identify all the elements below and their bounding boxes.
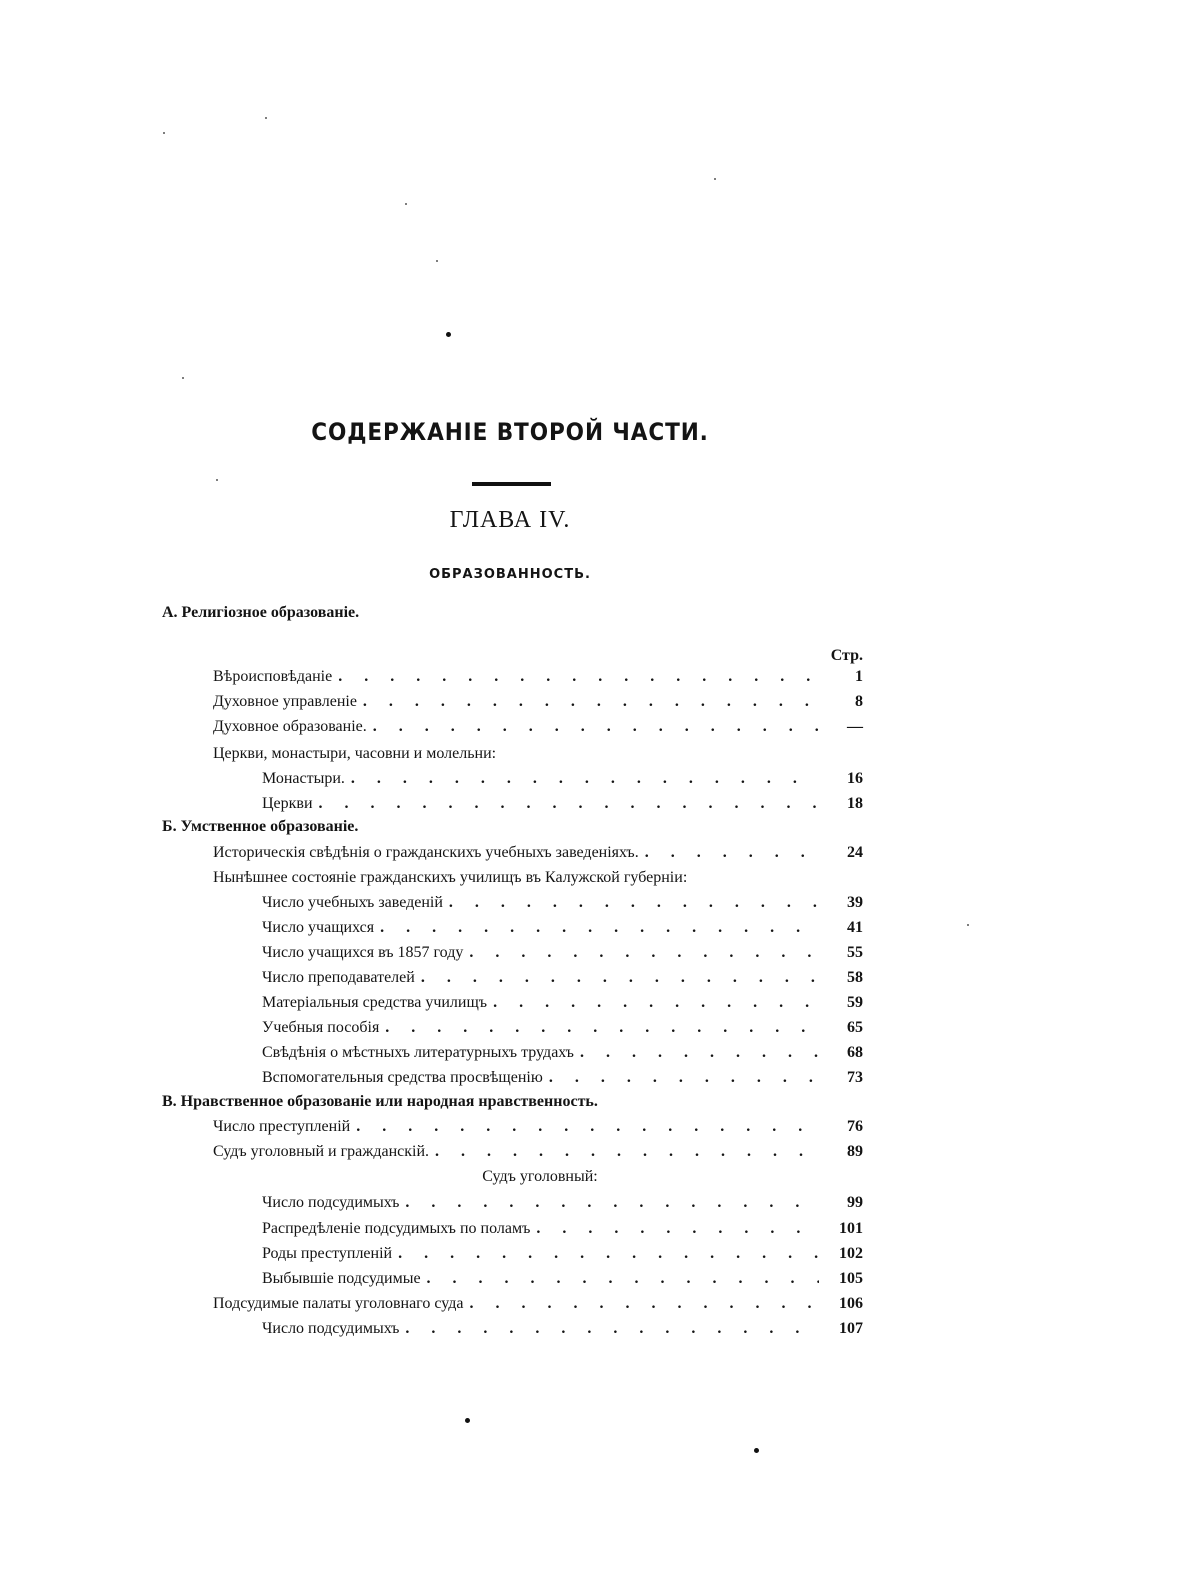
scan-speck bbox=[265, 117, 267, 119]
scan-speck bbox=[754, 1448, 759, 1453]
toc-entry-page: 101 bbox=[839, 1220, 863, 1237]
scan-speck bbox=[163, 132, 165, 134]
toc-entry bbox=[262, 1068, 863, 1088]
toc-entry-text: Число подсудимыхъ bbox=[262, 1320, 400, 1337]
dot-leader bbox=[493, 993, 819, 1013]
dot-leader bbox=[427, 1269, 819, 1289]
toc-entry bbox=[262, 943, 863, 963]
toc-entry-page: 8 bbox=[855, 693, 863, 710]
scan-speck bbox=[446, 332, 451, 337]
toc-entry-page: 18 bbox=[847, 795, 863, 812]
chapter-title: ГЛАВА IV. bbox=[449, 507, 571, 533]
dot-leader bbox=[405, 1193, 819, 1213]
toc-entry bbox=[262, 893, 863, 913]
section-heading-v: В. Нравственное образованіе или народная нравственность. bbox=[162, 1093, 598, 1110]
toc-entry-text: Число преподавателей bbox=[262, 969, 415, 986]
toc-entry-page: 89 bbox=[847, 1143, 863, 1160]
toc-entry bbox=[213, 1117, 863, 1137]
toc-entry bbox=[213, 717, 863, 737]
toc-entry bbox=[262, 968, 863, 988]
dot-leader bbox=[549, 1068, 819, 1088]
scan-speck bbox=[405, 203, 407, 205]
dot-leader bbox=[319, 794, 819, 814]
toc-entry-text: Свѣдѣнія о мѣстныхъ литературныхъ трудахъ bbox=[262, 1044, 574, 1061]
toc-entry-text: Церкви bbox=[262, 795, 313, 812]
dot-leader bbox=[536, 1219, 819, 1239]
toc-entry-text: Монастыри. bbox=[262, 770, 345, 787]
toc-entry bbox=[262, 1269, 863, 1289]
toc-entry bbox=[262, 1244, 863, 1264]
toc-entry bbox=[213, 843, 863, 863]
toc-entry bbox=[262, 1193, 863, 1213]
title-rule bbox=[472, 482, 551, 486]
dot-leader bbox=[356, 1117, 819, 1137]
toc-entry-page: 58 bbox=[847, 969, 863, 986]
toc-entry-text: Число учебныхъ заведеній bbox=[262, 894, 443, 911]
page-column-header: Стр. bbox=[830, 647, 863, 664]
dot-leader bbox=[421, 968, 819, 988]
toc-entry-text: Подсудимые палаты уголовнаго суда bbox=[213, 1295, 464, 1312]
toc-entry-text: Вѣроисповѣданіе bbox=[213, 668, 333, 685]
toc-entry-text: Выбывшіе подсудимые bbox=[262, 1270, 421, 1287]
scan-speck bbox=[216, 479, 218, 481]
toc-entry-page: 106 bbox=[839, 1295, 863, 1312]
toc-entry-text: Число учащихся въ 1857 году bbox=[262, 944, 464, 961]
toc-entry bbox=[213, 1142, 863, 1162]
toc-entry-text: Число учащихся bbox=[262, 919, 375, 936]
scan-speck bbox=[182, 377, 184, 379]
dot-leader bbox=[351, 769, 819, 789]
toc-entry-text: Учебныя пособія bbox=[262, 1019, 380, 1036]
toc-entry bbox=[262, 769, 863, 789]
toc-entry bbox=[262, 993, 863, 1013]
toc-entry-page: 105 bbox=[839, 1270, 863, 1287]
dot-leader bbox=[373, 717, 819, 737]
subsection-court-criminal: Судъ уголовный: bbox=[482, 1168, 598, 1185]
scan-speck bbox=[714, 178, 716, 180]
toc-entry-text: Роды преступленій bbox=[262, 1245, 393, 1262]
scan-speck bbox=[967, 924, 969, 926]
dot-leader bbox=[385, 1018, 819, 1038]
toc-entry-page: 99 bbox=[847, 1194, 863, 1211]
dot-leader bbox=[469, 943, 819, 963]
toc-entry bbox=[262, 918, 863, 938]
toc-entry-text: Распредѣленіе подсудимыхъ по поламъ bbox=[262, 1220, 531, 1237]
toc-entry-page: 73 bbox=[847, 1069, 863, 1086]
toc-entry-page: 39 bbox=[847, 894, 863, 911]
toc-entry bbox=[213, 1294, 863, 1314]
toc-entry-page: 68 bbox=[847, 1044, 863, 1061]
dot-leader bbox=[449, 893, 819, 913]
dot-leader bbox=[435, 1142, 819, 1162]
toc-entry-text: Матеріальныя средства училищъ bbox=[262, 994, 488, 1011]
toc-entry-text: Духовное управленіе bbox=[213, 693, 357, 710]
toc-entry-page: 76 bbox=[847, 1118, 863, 1135]
dot-leader bbox=[580, 1043, 819, 1063]
dot-leader bbox=[398, 1244, 819, 1264]
toc-entry bbox=[262, 1219, 863, 1239]
toc-entry bbox=[262, 794, 863, 814]
dot-leader bbox=[338, 667, 819, 687]
toc-entry bbox=[262, 1319, 863, 1339]
chapter-subtitle: ОБРАЗОВАННОСТЬ. bbox=[429, 567, 591, 582]
toc-entry-page: 102 bbox=[839, 1245, 863, 1262]
dot-leader bbox=[645, 843, 819, 863]
toc-entry-page: 41 bbox=[847, 919, 863, 936]
toc-entry-text: Духовное образованіе. bbox=[213, 718, 367, 735]
toc-entry-text: Церкви, монастыри, часовни и молельни: bbox=[213, 745, 497, 762]
scan-speck bbox=[465, 1418, 470, 1423]
toc-entry-page: 59 bbox=[847, 994, 863, 1011]
toc-entry-page: 24 bbox=[847, 844, 863, 861]
toc-entry-text: Историческія свѣдѣнія о гражданскихъ учебныхъ заведеніяхъ. bbox=[213, 844, 639, 861]
section-heading-b: Б. Умственное образованіе. bbox=[162, 818, 359, 835]
toc-entry bbox=[213, 667, 863, 687]
toc-entry-text: Вспомогательныя средства просвѣщенію bbox=[262, 1069, 543, 1086]
toc-entry-text: Число подсудимыхъ bbox=[262, 1194, 400, 1211]
dot-leader bbox=[469, 1294, 819, 1314]
dot-leader bbox=[363, 692, 819, 712]
page-title: СОДЕРЖАНІЕ ВТОРОЙ ЧАСТИ. bbox=[311, 418, 709, 446]
toc-entry bbox=[213, 868, 863, 888]
toc-entry-page: 16 bbox=[847, 770, 863, 787]
toc-entry-page: 1 bbox=[855, 668, 863, 685]
toc-entry-page: 107 bbox=[839, 1320, 863, 1337]
toc-entry bbox=[262, 1043, 863, 1063]
toc-entry-text: Судъ уголовный и гражданскій. bbox=[213, 1143, 430, 1160]
toc-entry bbox=[262, 1018, 863, 1038]
toc-entry-text: Нынѣшнее состояніе гражданскихъ училищъ въ Калужской губерніи: bbox=[213, 869, 688, 886]
section-heading-a: А. Религіозное образованіе. bbox=[162, 604, 360, 621]
toc-entry-page: 55 bbox=[847, 944, 863, 961]
scan-speck bbox=[436, 260, 438, 262]
toc-entry bbox=[213, 692, 863, 712]
toc-entry-text: Число преступленій bbox=[213, 1118, 351, 1135]
dot-leader bbox=[405, 1319, 819, 1339]
dot-leader bbox=[380, 918, 819, 938]
toc-entry-page: 65 bbox=[847, 1019, 863, 1036]
toc-entry bbox=[213, 744, 863, 764]
toc-entry-page: — bbox=[847, 718, 863, 735]
